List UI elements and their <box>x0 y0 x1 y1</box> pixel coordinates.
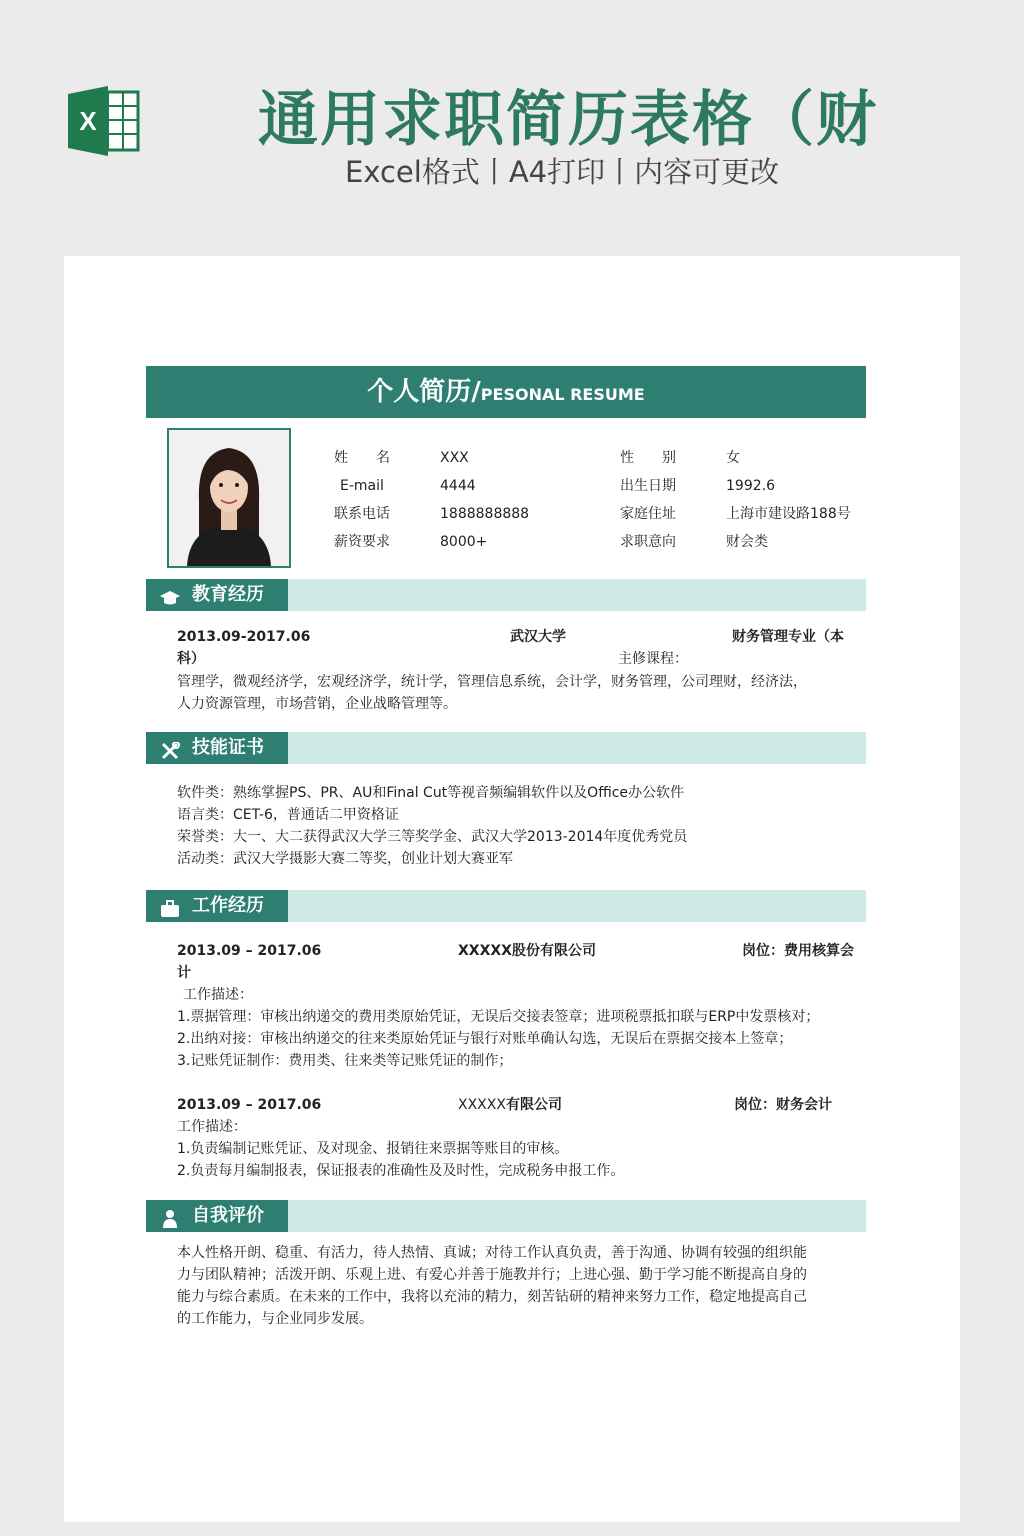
person-icon <box>160 1207 180 1225</box>
info-value-address: 上海市建设路188号 <box>726 506 851 522</box>
graduation-cap-icon <box>160 586 180 604</box>
job-company: XXXXX股份有限公司 <box>458 943 596 959</box>
section-skills-title: 技能证书 <box>192 737 264 758</box>
edu-major: 财务管理专业（本 <box>732 629 844 645</box>
info-value-birth: 1992.6 <box>726 478 775 494</box>
job-company-prefix: XXXXX <box>458 1097 506 1113</box>
section-tab <box>146 732 288 764</box>
profile-photo <box>167 428 291 568</box>
excel-icon <box>68 86 142 156</box>
job-position: 岗位：财务会计 <box>734 1097 832 1113</box>
resume-header-cn: 个人简历/ <box>367 377 481 407</box>
edu-courses-line: 人力资源管理，市场营销，企业战略管理等。 <box>177 696 457 712</box>
info-label-address: 家庭住址 <box>620 506 676 522</box>
job-desc-line: 3.记账凭证制作：费用类、往来类等记账凭证的制作； <box>177 1053 513 1069</box>
edu-school: 武汉大学 <box>510 629 566 645</box>
job-desc-line: 2.出纳对接：审核出纳递交的往来类原始凭证与银行对账单确认勾选，无误后在票据交接本上签章； <box>177 1031 793 1047</box>
skill-line: 活动类：武汉大学摄影大赛二等奖，创业计划大赛亚军 <box>177 851 513 867</box>
section-work-header <box>146 890 866 922</box>
info-label-intent: 求职意向 <box>620 534 676 550</box>
briefcase-icon <box>160 897 180 915</box>
section-work-title: 工作经历 <box>192 895 264 916</box>
info-label-email: E-mail <box>340 478 384 494</box>
job-desc-line: 1.票据管理：审核出纳递交的费用类原始凭证，无误后交接表签章；进项税票抵扣联与ERP中发票核对； <box>177 1009 820 1025</box>
job-period: 2013.09 – 2017.06 <box>177 1097 322 1113</box>
info-value-gender: 女 <box>726 450 740 466</box>
resume-page <box>64 256 960 1522</box>
resume-header-en: PESONAL RESUME <box>480 385 645 404</box>
info-label-salary: 薪资要求 <box>334 534 390 550</box>
self-eval-line: 本人性格开朗、稳重、有活力，待人热情、真诚；对待工作认真负责，善于沟通、协调有较强的组织能 <box>177 1245 807 1261</box>
banner-title: 通用求职简历表格（财 <box>258 85 878 155</box>
self-eval-line: 的工作能力，与企业同步发展。 <box>177 1311 373 1327</box>
edu-courses-line: 管理学，微观经济学，宏观经济学，统计学，管理信息系统，会计学，财务管理，公司理财，经济法， <box>177 674 807 690</box>
skill-line: 软件类：熟练掌握PS、PR、AU和Final Cut等视音频编辑软件以及Office办公软件 <box>177 785 685 801</box>
job-period: 2013.09 – 2017.06 <box>177 943 322 959</box>
info-value-phone: 1888888888 <box>440 506 530 522</box>
info-value-email: 4444 <box>440 478 476 494</box>
info-value-intent: 财会类 <box>726 534 768 550</box>
info-value-salary: 8000+ <box>440 534 488 550</box>
job-desc-line: 2.负责每月编制报表，保证报表的准确性及及时性，完成税务申报工作。 <box>177 1163 625 1179</box>
section-self-title: 自我评价 <box>192 1205 264 1226</box>
skill-line: 荣誉类：大一、大二获得武汉大学三等奖学金、武汉大学2013-2014年度优秀党员 <box>177 829 688 845</box>
self-eval-line: 力与团队精神；活泼开朗、乐观上进、有爱心并善于施教并行；上进心强、勤于学习能不断提高自身的 <box>177 1267 807 1283</box>
section-tab <box>146 579 288 611</box>
job-desc-label: 工作描述： <box>177 1119 247 1135</box>
job-company <box>458 1094 562 1116</box>
info-label-gender: 性 别 <box>620 450 676 466</box>
edu-courses-label: 主修课程： <box>618 651 688 667</box>
edu-major-wrap: 科） <box>177 651 205 667</box>
info-value-name: XXX <box>440 450 469 466</box>
section-tab <box>146 1200 288 1232</box>
job-position-wrap: 计 <box>177 965 191 981</box>
edu-period: 2013.09-2017.06 <box>177 629 311 645</box>
job-desc-label: 工作描述： <box>183 987 253 1003</box>
info-label-birth: 出生日期 <box>620 478 676 494</box>
skill-line: 语言类：CET-6，普通话二甲资格证 <box>177 807 399 823</box>
svg-text:X: X <box>79 106 97 136</box>
self-eval-line: 能力与综合素质。在未来的工作中，我将以充沛的精力，刻苦钻研的精神来努力工作，稳定地提高自己 <box>177 1289 807 1305</box>
resume-header <box>146 366 866 418</box>
section-self-header <box>146 1200 866 1232</box>
info-label-name: 姓 名 <box>334 450 390 466</box>
job-position: 岗位：费用核算会 <box>742 943 854 959</box>
info-label-phone: 联系电话 <box>334 506 390 522</box>
job-desc-line: 1.负责编制记账凭证、及对现金、报销往来票据等账目的审核。 <box>177 1141 569 1157</box>
banner-subtitle: Excel格式丨A4打印丨内容可更改 <box>345 155 780 189</box>
section-education-header <box>146 579 866 611</box>
section-education-title: 教育经历 <box>192 584 264 605</box>
job-company-name: 有限公司 <box>505 1097 562 1113</box>
section-tab <box>146 890 288 922</box>
section-skills-header <box>146 732 866 764</box>
tools-icon <box>160 739 180 757</box>
